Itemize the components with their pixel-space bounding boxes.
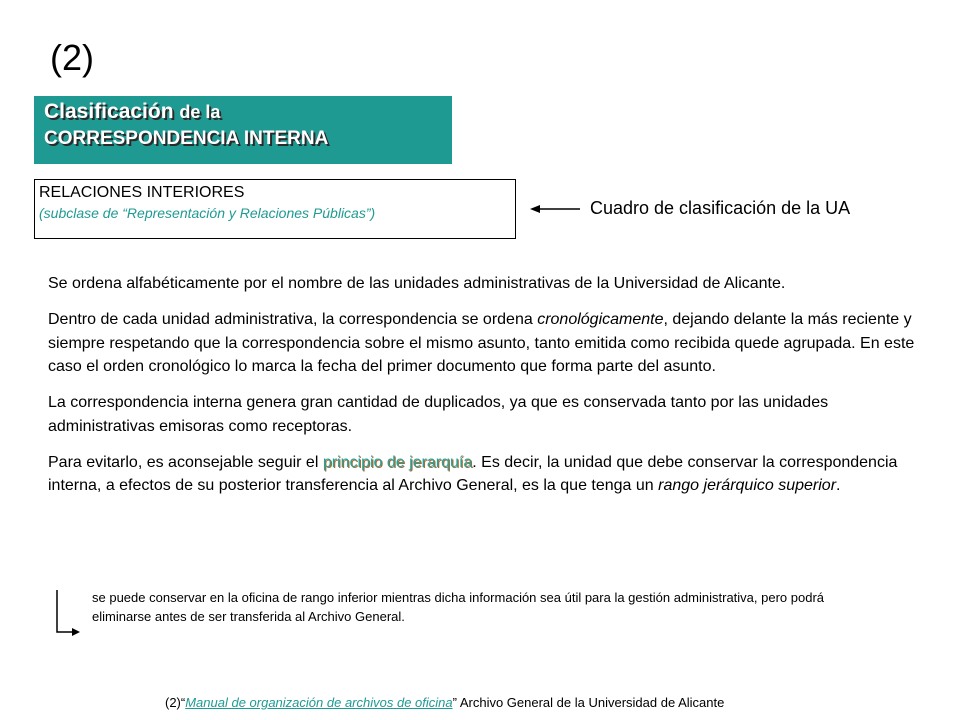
left-arrow-icon bbox=[528, 201, 582, 217]
classification-title: RELACIONES INTERIORES bbox=[39, 184, 245, 201]
paragraph-1: Se ordena alfabéticamente por el nombre de las unidades administrativas de la Universidad de Alicante. bbox=[48, 275, 786, 292]
paragraph-2-emphasis: cronológicamente bbox=[537, 311, 664, 328]
section-title-box bbox=[34, 96, 452, 164]
paragraph-2-text-a: Dentro de cada unidad administrativa, la correspondencia se ordena bbox=[48, 311, 538, 328]
body-text bbox=[48, 272, 928, 510]
hierarchy-principle-highlight: principio de jerarquía bbox=[322, 453, 473, 471]
section-title-part-2: de la bbox=[179, 102, 221, 122]
footer-prefix: (2)“ bbox=[165, 695, 186, 710]
footer-suffix: ” Archivo General de la Universidad de Alicante bbox=[452, 695, 725, 710]
classification-scheme-label: Cuadro de clasificación de la UA bbox=[590, 198, 851, 218]
manual-link[interactable]: Manual de organización de archivos de oficina bbox=[185, 695, 453, 710]
paragraph-4-text-b: . Es decir, la unidad que debe conservar la correspondencia interna, a efectos de su posterior transferencia al Archivo General, es la que tenga un bbox=[48, 453, 898, 494]
classification-box bbox=[34, 179, 516, 239]
footer-citation bbox=[165, 694, 724, 712]
paragraph-2-text-b: , dejando delante la más reciente y siempre respetando que la correspondencia sobre el mismo asunto, tanto emitida como recibida quede agrupada. En este caso el orden cronológico lo marca la fecha del primer documento que forma parte del asunto. bbox=[48, 311, 915, 375]
corner-down-right-arrow-icon bbox=[54, 588, 84, 640]
paragraph-3: La correspondencia interna genera gran cantidad de duplicados, ya que es conservada tanto por las unidades administrativas emisoras como receptoras. bbox=[48, 394, 829, 435]
paragraph-4-text-c: . bbox=[836, 477, 841, 494]
retention-note: se puede conservar en la oficina de rango inferior mientras dicha información sea útil para la gestión administrativa, pero podrá eliminarse antes de ser transferida al Archivo General. bbox=[92, 590, 825, 624]
paragraph-2 bbox=[48, 308, 928, 379]
paragraph-4-emphasis: rango jerárquico superior bbox=[658, 477, 837, 494]
section-title-line-1 bbox=[44, 100, 452, 124]
section-title-part-1: Clasificación bbox=[44, 100, 174, 123]
section-title-line-2: CORRESPONDENCIA INTERNA bbox=[44, 128, 329, 149]
classification-subtitle: (subclase de “Representación y Relaciones Públicas”) bbox=[39, 205, 376, 221]
slide-number: (2) bbox=[50, 37, 94, 78]
paragraph-4 bbox=[48, 451, 928, 498]
paragraph-4-text-a: Para evitarlo, es aconsejable seguir el bbox=[48, 453, 323, 471]
